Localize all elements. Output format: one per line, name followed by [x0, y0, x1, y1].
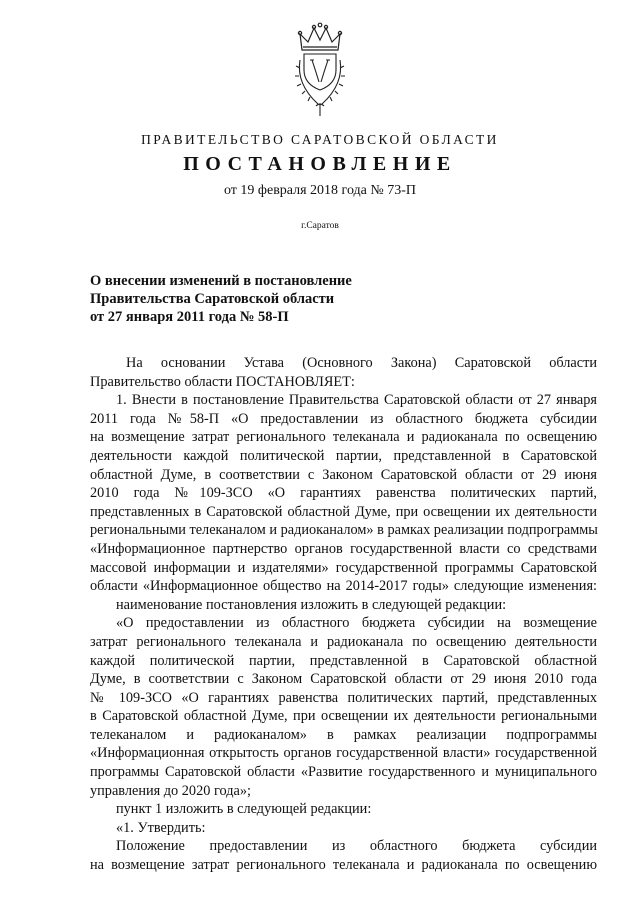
body-line: управления до 2020 года»;	[90, 782, 251, 799]
government-name: ПРАВИТЕЛЬСТВО САРАТОВСКОЙ ОБЛАСТИ	[141, 132, 499, 147]
body-line: «1. Утвердить:	[116, 819, 206, 836]
body-line: Положение предоставлении из областного бюджета субсидии	[116, 838, 597, 855]
body-line: Правительство области ПОСТАНОВЛЯЕТ:	[90, 373, 355, 390]
body-line: «О предоставлении из областного бюджета субсидии на возмещение	[116, 615, 597, 632]
subject-line: от 27 января 2011 года № 58-П	[90, 309, 289, 325]
document-body	[90, 354, 597, 875]
body-line: пункт 1 изложить в следующей редакции:	[116, 801, 372, 818]
saratov-coat-of-arms-emblem	[288, 20, 352, 120]
body-line: «Информационная открытость органов государственной власти» государственной	[90, 745, 597, 762]
body-line: 2010 года №109-ЗСО «О гарантиях равенства политических партий,	[90, 485, 597, 502]
body-line: телеканалом и радиоканалом» в рамках реализации подпрограммы	[90, 726, 597, 743]
body-line: на возмещение затрат регионального телеканала и радиоканала по освещению	[90, 429, 597, 446]
body-line: в Саратовской областной Думе, при освещении их деятельности региональными	[90, 708, 597, 725]
city-name: г.Саратов	[301, 221, 339, 231]
body-line: каждой политической партии, представленной в Саратовской областной	[90, 652, 597, 669]
body-line: «Информационное партнерство органов государственной власти со средствами	[90, 540, 597, 557]
body-line: региональными телеканалом и радиоканалом» в рамках реализации подпрограммы	[90, 522, 598, 539]
body-line: затрат регионального телеканала и радиоканала по освещению деятельности	[90, 633, 597, 650]
body-line: 2011 года №58-П «О предоставлении из областного бюджета субсидии	[90, 410, 597, 427]
crown-icon	[298, 23, 341, 50]
document-subject	[90, 272, 430, 326]
document-type-title: ПОСТАНОВЛЕНИЕ	[183, 153, 457, 175]
body-line: представленных в Саратовской областной Думе, при освещении их деятельности	[90, 503, 597, 520]
body-line: деятельности каждой политической партии, представленной в Саратовской	[90, 447, 597, 464]
wreath-icon	[295, 60, 345, 116]
subject-line: О внесении изменений в постановление	[90, 273, 352, 289]
body-line: областной Думе, в соответствии с Законом Саратовской области от 29 июня	[90, 466, 597, 483]
body-line: № 109-ЗСО «О гарантиях равенства политических партий, представленных	[90, 689, 597, 706]
body-line: программы Саратовской области «Развитие государственного и муниципального	[90, 764, 597, 781]
date-and-number: от 19 февраля 2018 года № 73-П	[223, 183, 417, 198]
body-line: На основании Устава (Основного Закона) Саратовской области	[126, 355, 597, 371]
body-line: на возмещение затрат регионального телеканала и радиоканала по освещению	[90, 857, 597, 874]
subject-line: Правительства Саратовской области	[90, 291, 335, 307]
body-line: массовой информации и издателями» государственной программы Саратовской	[90, 559, 597, 576]
body-line: Думе, в соответствии с Законом Саратовской области от 29 июня 2010 года	[90, 671, 597, 688]
shield-with-sterlets-icon	[304, 54, 336, 90]
body-line: области «Информационное общество на 2014-2017 годы» следующие изменения:	[90, 578, 597, 595]
body-line: 1. Внести в постановление Правительства Саратовской области от 27 января	[116, 392, 597, 409]
body-line: наименование постановления изложить в следующей редакции:	[116, 596, 507, 613]
